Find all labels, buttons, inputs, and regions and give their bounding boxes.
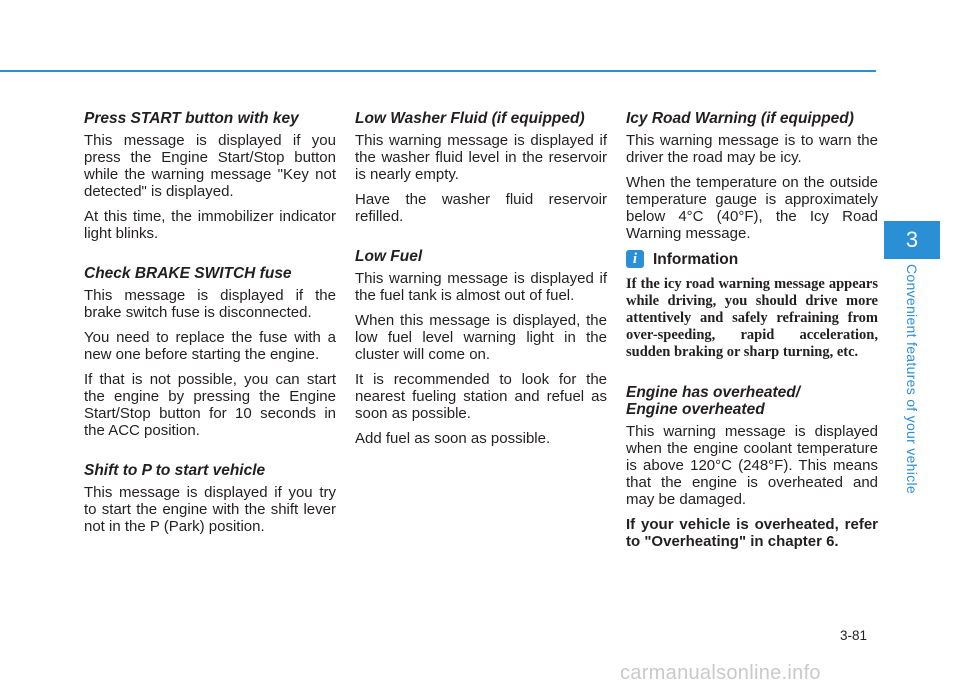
- paragraph: It is recommended to look for the nearest fueling station and refuel as soon as possible.: [355, 371, 607, 422]
- paragraph: When this message is displayed, the low fuel level warning light in the cluster will come on.: [355, 312, 607, 363]
- paragraph: This message is displayed if the brake switch fuse is disconnected.: [84, 287, 336, 321]
- paragraph: If that is not possible, you can start the engine by pressing the Engine Start/Stop button for 10 seconds in the ACC position.: [84, 371, 336, 439]
- watermark: carmanualsonline.info: [620, 662, 821, 684]
- paragraph-bold: If your vehicle is overheated, refer to "Overheating" in chapter 6.: [626, 516, 878, 550]
- section-title: Low Washer Fluid (if equipped): [355, 110, 585, 127]
- section-title: Shift to P to start vehicle: [84, 462, 266, 479]
- section-title: Low Fuel: [355, 248, 423, 265]
- section-title: Press START button with key: [84, 110, 299, 127]
- column-middle: [355, 110, 607, 455]
- paragraph: You need to replace the fuse with a new one before starting the engine.: [84, 329, 336, 363]
- paragraph: This message is displayed if you try to start the engine with the shift lever not in the P (Park) position.: [84, 484, 336, 535]
- chapter-label-text: Convenient features of your vehicle: [904, 264, 920, 494]
- section-title: [626, 384, 878, 418]
- column-left: [84, 110, 336, 543]
- information-header: [626, 250, 878, 268]
- paragraph: Have the washer fluid reservoir refilled.: [355, 191, 607, 225]
- paragraph: This warning message is to warn the driver the road may be icy.: [626, 132, 878, 166]
- header-rule: [0, 70, 876, 72]
- chapter-label: [898, 264, 926, 494]
- paragraph: This warning message is displayed when the engine coolant temperature is above 120°C (248°F). This means that the engine is overheated and may be damaged.: [626, 423, 878, 508]
- section-title-line2: Engine overheated: [626, 401, 765, 418]
- paragraph: Add fuel as soon as possible.: [355, 430, 551, 447]
- information-body: If the icy road warning message appears while driving, you should drive more attentively and safely refraining from over-speeding, rapid acceleration, sudden braking or sharp turning, etc.: [626, 276, 878, 360]
- paragraph: This warning message is displayed if the washer fluid level in the reservoir is nearly empty.: [355, 132, 607, 183]
- section-title: Check BRAKE SWITCH fuse: [84, 265, 292, 282]
- paragraph: At this time, the immobilizer indicator light blinks.: [84, 208, 336, 242]
- info-icon: i: [626, 250, 644, 268]
- page-number: 3-81: [840, 628, 868, 643]
- paragraph: This message is displayed if you press the Engine Start/Stop button while the warning message "Key not detected" is displayed.: [84, 132, 336, 200]
- column-right: [626, 110, 878, 558]
- section-title-line1: Engine has overheated/: [626, 384, 800, 401]
- paragraph: This warning message is displayed if the fuel tank is almost out of fuel.: [355, 270, 607, 304]
- paragraph: When the temperature on the outside temperature gauge is approximately below 4°C (40°F), the Icy Road Warning message.: [626, 174, 878, 242]
- information-title: Information: [653, 250, 739, 268]
- chapter-tab: 3: [884, 221, 940, 259]
- section-title: Icy Road Warning (if equipped): [626, 110, 854, 127]
